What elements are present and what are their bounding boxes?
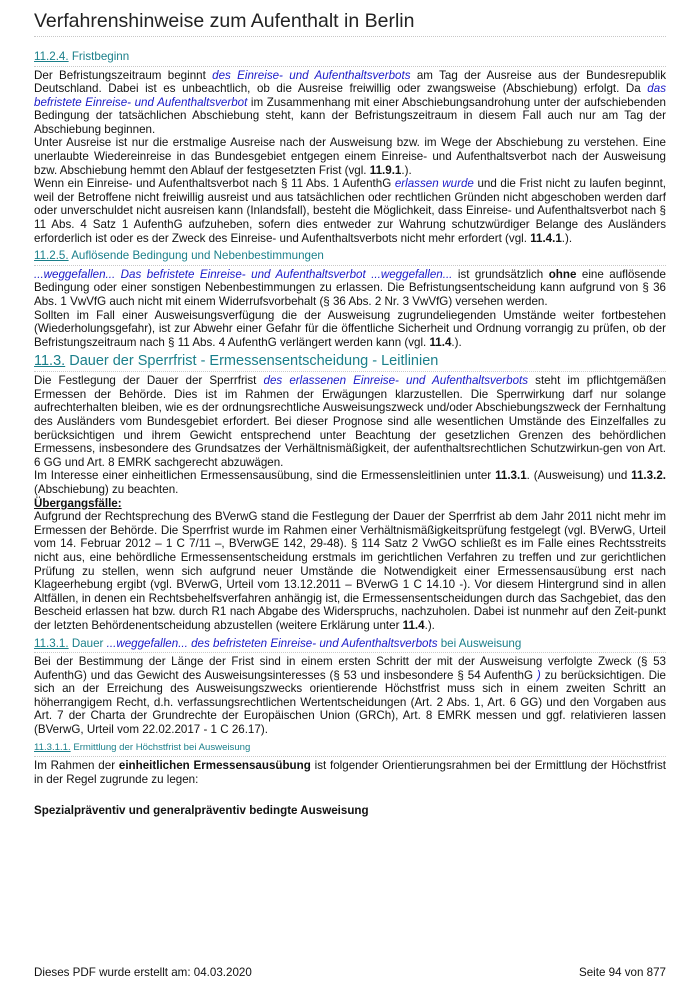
paragraph: Sollten im Fall einer Ausweisungsverfügung die der Ausweisung zugrundeliegenden Umstände weiter fortbestehen (Wiederholungsgefahr), ist zur Abwehr einer Gefahr für die öffentliche Sicherheit und Ordnung vorrangig zu prüfen, ob der Befristungszeitraum nach § 11 Abs. 4 AufenthG verlängert werden kann (vgl. 11.4.). <box>34 308 666 349</box>
cross-reference: 11.4 <box>402 618 425 632</box>
paragraph: Unter Ausreise ist nur die erstmalige Ausreise nach der Ausweisung bzw. im Wege der Abschiebung zu verstehen. Eine unerlaubte Wiedereinreise in das Bundesgebiet entgegen einem Einreise- und Aufenthaltsverbot nach der Ausweisung bzw. Abschiebung hemmt den Ablauf der festgesetzten Frist (vgl. 11.9.1.). <box>34 136 666 177</box>
section-number-link[interactable]: 11.3. <box>34 353 66 370</box>
subheading-spezialpraeventiv: Spezialpräventiv und generalpräventiv bedingte Ausweisung <box>34 804 369 818</box>
paragraph: Bei der Bestimmung der Länge der Frist sind in einem ersten Schritt der mit der Ausweisung verfolgte Zweck (§ 53 AufenthG) und das Gewicht des Ausweisungsinteresses (§ 53 und insbesondere § 54 AufenthG ) zu berücksichtigen. Die sich an der Erreichung des Ausweisungszwecks orientierende Höchstfrist muss sich in einem zweiten Schritt an höherrangigem Recht, d.h. verfassungsrechtlichen Wertentscheidungen (Art. 2 Abs. 1, Art. 6 GG) und den Vorgaben aus Art. 7 der Charta der Grundrechte der Europäischen Union (GRCh), Art. 8 EMRK messen und ggf. relativieren lassen (BVerwG, Urteil vom 22.02.2017 - 1 C 26.17). <box>34 655 666 737</box>
section-title: Dauer der Sperrfrist - Ermessensentscheidung - Leitlinien <box>69 353 439 370</box>
section-number-link[interactable]: 11.3.1. <box>34 636 69 650</box>
section-heading-11-2-5 <box>34 249 666 266</box>
cross-reference: 11.3.2. <box>631 469 666 483</box>
subheading-uebergangsfaelle: Übergangsfälle: <box>34 496 122 510</box>
paragraph: ...weggefallen... Das befristete Einreise- und Aufenthaltsverbot ...weggefallen... ist grundsätzlich ohne eine auflösende Bedingung oder einer sonstigen Nebenbestimmungen zu erlassen. Die Befristungsentscheidung kann aufgrund von § 36 Abs. 1 VwVfG auch nicht mit einem Widerrufsvorbehalt (§ 36 Abs. 2 Nr. 3 VwVfG) versehen werden. <box>34 267 666 308</box>
section-title: Auflösende Bedingung und Nebenbestimmungen <box>71 249 324 263</box>
paragraph: Im Interesse einer einheitlichen Ermessensausübung, sind die Ermessensleitlinien unter 11.3.1. (Ausweisung) und 11.3.2. (Abschiebung) zu beachten. <box>34 469 666 497</box>
cross-reference: 11.4 <box>429 335 452 349</box>
cross-reference: 11.4.1 <box>530 231 562 245</box>
cross-reference: 11.9.1 <box>369 163 402 177</box>
page-footer <box>34 966 666 979</box>
section-heading-11-3-1: 11.3.1. Dauer ...weggefallen... des befristeten Einreise- und Aufenthaltsverbots bei Ausweisung <box>34 637 666 654</box>
section-heading-11-2-4 <box>34 50 666 67</box>
paragraph: Aufgrund der Rechtsprechung des BVerwG stand die Festlegung der Dauer der Sperrfrist ab dem Jahr 2011 nicht mehr im Ermessen der Behörde. Die Sperrfrist wurde im Rahmen einer Verhältnismäßigkeitsprüfung festgelegt (vgl. BVerwG, Urteil vom 14. Februar 2012 – 1 C 7/11 –, BVerwGE 142, 29-48). § 114 Satz 2 VwGO schließt es im Falle eines Rechtsstreits nicht aus, eine behördliche Ermessensentscheidung erstmals im gerichtlichen Verfahren zu treffen und zur gerichtlichen Prüfung zu stellen, wenn sich aufgrund neuer Umstände die Notwendigkeit einer Ermessensausübung erst nach Klageerhebung ergibt (vgl. BVerwG, Urteil vom 13.12.2011 – BVerwG 1 C 14.10 -). Vor diesem Hintergrund sind in allen Altfällen, in denen ein Rechtsbehelfsverfahren anhängig ist, die Ermessensentscheidungen durch das Sachgebiet, das den Bescheid erlassen hat bzw. durch R1 nach Abgabe des Widerspruchs, nachzuholen. Dabei ist nunmehr auf den Zeit-punkt der letzten Behördenentscheidung abzustellen (weitere Erklärung unter 11.4.). <box>34 510 666 632</box>
page-title: Verfahrenshinweise zum Aufenthalt in Berlin <box>34 10 415 32</box>
title-divider <box>34 36 666 37</box>
cross-reference: 11.3.1 <box>495 469 527 483</box>
creation-date: Dieses PDF wurde erstellt am: 04.03.2020 <box>34 966 252 979</box>
document-body <box>34 50 666 818</box>
section-heading-11-3-1-1 <box>34 741 666 758</box>
page-number: Seite 94 von 877 <box>578 966 666 979</box>
section-number-link[interactable]: 11.2.4. <box>34 50 69 63</box>
paragraph: Der Befristungszeitraum beginnt des Einreise- und Aufenthaltsverbots am Tag der Ausreise aus der Bundesrepublik Deutschland. Dabei ist es unbeachtlich, ob die Ausreise freiwillig oder zwangsweise (Abschiebung) erfolgt. Da das befristete Einreise- und Aufenthaltsverbot im Zusammenhang mit einer Abschiebungsandrohung unter der aufschiebenden Bedingung der tatsächlichen Abschiebung steht, kann der Befristungszeitraum in diesem Fall auch nur am Tag der Abschiebung beginnen. <box>34 68 667 136</box>
paragraph: Die Festlegung der Dauer der Sperrfrist des erlassenen Einreise- und Aufenthaltsverbots steht im pflichtgemäßen Ermessen der Behörde. Dies ist im Rahmen der Erwägungen klarzustellen. Die Sperrwirkung darf nur solange aufrechterhalten bleiben, wie es der ordnungsrechtliche Ausweisungszweck und/oder Abschiebungszweck der Fernhaltung des Ausländers vom Bundesgebiet erfordert. Bei dieser Prognose sind alle wesentlichen Umstände des Einzelfalles zu berücksichtigen und ihrem Gewicht entsprechend unter Beachtung der gesetzlichen Grenzen des behördlichen Ermessens, insbesondere des Grundsatzes der Verhältnismäßigkeit, der aufenthaltsrechtlichen Schutzwirkun-gen von Art. 6 GG und Art. 8 EMRK sachgerecht abzuwägen. <box>34 374 666 469</box>
section-number-link[interactable]: 11.3.1.1. <box>34 741 71 753</box>
section-title: Ermittlung der Höchstfrist bei Ausweisung <box>73 741 251 753</box>
section-title: Fristbeginn <box>71 50 130 63</box>
paragraph: Wenn ein Einreise- und Aufenthaltsverbot nach § 11 Abs. 1 AufenthG erlassen wurde und die Frist nicht zu laufen beginnt, weil der Betroffene nicht freiwillig ausreist und aus tatsächlichen oder rechtlichen Gründen nicht abgeschoben werden darf oder unverschuldet nicht ausreisen kann (Inlandsfall), besteht die Möglichkeit, dass Einreise- und Aufenthaltsverbot nach § 11 Abs. 4 Satz 1 AufenthG aufzuheben, sofern dies entweder zur Wahrung schutzwürdiger Belange des Ausländers erforderlich ist oder es der Zweck des Einreise- und Aufenthaltsverbots nicht mehr erfordert (vgl. 11.4.1.). <box>34 177 667 245</box>
paragraph: Im Rahmen der einheitlichen Ermessensausübung ist folgender Orientierungsrahmen bei der Ermittlung der Höchstfrist in der Regel zugrunde zu legen: <box>34 759 667 786</box>
section-number-link[interactable]: 11.2.5. <box>34 249 69 263</box>
section-heading-11-3 <box>34 353 666 372</box>
